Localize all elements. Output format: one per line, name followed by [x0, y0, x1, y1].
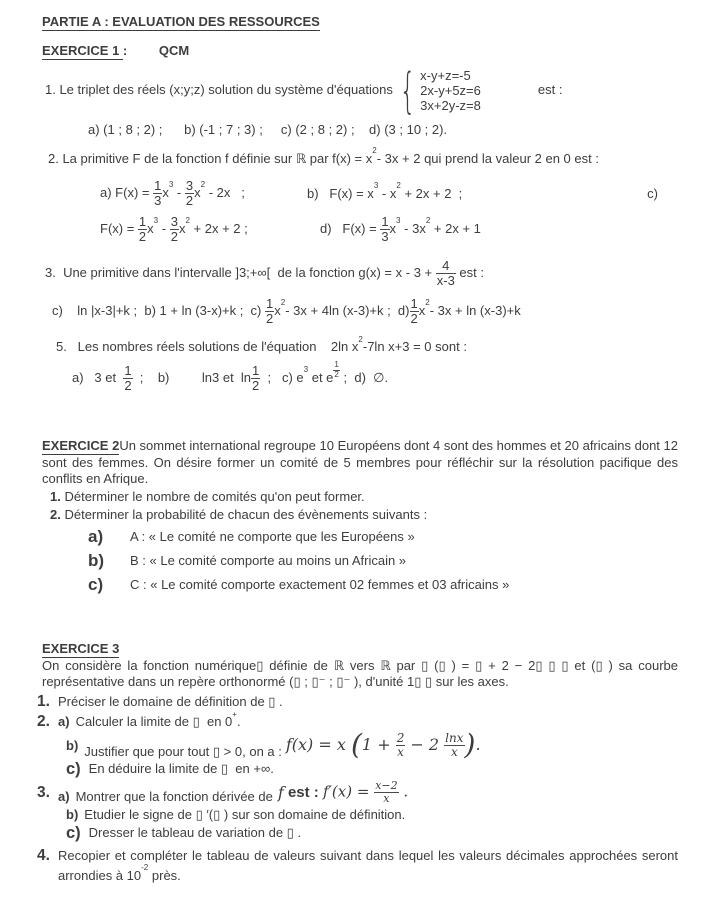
event-c-text: C : « Le comité comporte exactement 02 femmes et 03 africains » [130, 577, 510, 593]
question3-options: c) ln |x-3|+k ; b) 1 + ln (3-x)+k ; c) $\frac{1}{2}$ $x^2-$ 3x + 4ln (x-3)+k ; d) $\frac{1}{2}$ $x^2-$ 3x + ln (x-3)+k [52, 296, 521, 327]
exercise1-heading-line [42, 43, 678, 59]
question1-row [45, 61, 678, 119]
exercise2-intro-paragraph [42, 438, 678, 487]
question2-options-row2 [100, 215, 678, 244]
exercise2-item1-text: Déterminer le nombre de comités qu'on peut former. [64, 488, 365, 504]
exercise3-item1 [37, 694, 678, 710]
item2b-label: b) [66, 737, 79, 753]
system-line-2: 2x-y+5z=6 [420, 82, 481, 98]
event-c-label: c) [88, 575, 104, 595]
exercise3-item2c [66, 761, 678, 777]
question2-option-c-label: c) [647, 185, 658, 201]
item3-number: 3. [37, 783, 50, 801]
item4-text: Recopier et compléter le tableau de valeurs suivant dans lequel les valeurs décimales approchées seront arrondies à $10^{-2}$ près. [58, 847, 678, 883]
question2-option-b: b) $F(x) = x^3 - x^2 + 2x + 2$ ; [307, 180, 463, 201]
item2b-text: Justifier que pour tout ▯ > 0, on a : [84, 743, 282, 759]
system-line-3: 3x+2y-z=8 [420, 97, 481, 113]
exercise2-event-a [88, 526, 678, 549]
item2-number: 2. [37, 713, 50, 731]
item2a-text: Calculer la limite de ▯ en 0+. [75, 709, 241, 730]
item3b-label: b) [66, 806, 79, 822]
exercise3-item3b [66, 807, 678, 823]
item2b-formula: f(x) = x (1 + $\frac{2}{x}$ − 2 $\frac{\ln x}{x}$ ). [285, 728, 481, 762]
exercise3-intro: On considère la fonction numérique▯ définie de ℝ vers ℝ par ▯ (▯ ) = ▯ + 2 − 2▯ ▯ ▯ et (▯ ) sa courbe représentative dans un repère orthonormé (▯ ; ▯⁻ ; ▯⁻ ), d'unité 1▯ ▯ sur les axes. [42, 657, 678, 690]
exercise2-item1-number: 1. [50, 488, 61, 504]
event-b-label: b) [88, 551, 105, 571]
exercise3-item3a [37, 780, 678, 805]
item3a-text: Montrer que la fonction dérivée de [75, 788, 273, 804]
question2-text: 2. La primitive F de la fonction f définie sur ℝ par $f(x) = x^2-$ 3x + 2 qui prend la valeur 2 en 0 est : [48, 146, 599, 166]
question1-suffix: est : [537, 82, 563, 97]
exercise2-item2 [50, 507, 678, 523]
exercise1-title-colon: : [122, 43, 128, 58]
exercise2-item2-text: Déterminer la probabilité de chacun des évènements suivants : [64, 506, 428, 522]
system-line-1: x-y+z=-5 [420, 67, 471, 83]
question2-option-a: a) F(x) = $\frac{1}{3}$ $x^3$ - $\frac{3}{2}$ $x^2 - 2x$ ; [100, 178, 245, 209]
question2-options-row1 [100, 179, 678, 208]
item3c-text: Dresser le tableau de variation de ▯ . [88, 824, 302, 840]
item3a-f-symbol: f [277, 782, 284, 802]
part-title-line [42, 14, 678, 30]
exercise3-item3c [66, 825, 678, 841]
exercise2-item2-number: 2. [50, 506, 61, 522]
question1-options: a) (1 ; 8 ; 2) ; b) (-1 ; 7 ; 3) ; c) (2 ; 8 ; 2) ; d) (3 ; 10 ; 2). [88, 122, 448, 137]
item3a-formula: f′(x) = $\frac{x-2}{x}$ . [322, 779, 409, 806]
part-title: PARTIE A : EVALUATION DES RESSOURCES [42, 14, 320, 29]
event-a-label: a) [88, 527, 104, 547]
exercise1-title: EXERCICE 1 [42, 43, 123, 58]
exercise2-intro: Un sommet international regroupe 10 Européens dont 4 sont des hommes et 20 africains dont 12 sont des femmes. On désire former un comité de 5 membres pour réfléchir sur la résolution pacifique des conflits en Afrique. [42, 438, 678, 486]
item3a-est-text: est : [283, 783, 323, 801]
event-b-text: B : « Le comité comporte au moins un Africain » [130, 553, 407, 569]
equation-system [420, 68, 481, 113]
item2c-text: En déduire la limite de ▯ en +∞. [88, 761, 274, 777]
question3-text: 3. Une primitive dans l'intervalle ]3;+∞[ de la fonction g(x) = x - 3 + $\frac{4}{x-3}$ est : [45, 258, 484, 289]
system-brace: { [399, 61, 416, 119]
exercise2-item1 [50, 489, 678, 505]
item3c-label: c) [66, 823, 81, 842]
question5-options: a) 3 et $\frac{1}{2}$ ; b) ln3 et ln $\frac{1}{2}$ ; c) $e^3$ et e $^{\frac{1}{2}}$ ; d) ∅. [72, 360, 389, 394]
question5-text: 5. Les nombres réels solutions de l'équation 2ln $x^2-7\ln$ x+3 = 0 sont : [56, 334, 467, 355]
exercise2-event-b [88, 550, 678, 573]
event-a-text: A : « Le comité ne comporte que les Européens » [130, 529, 415, 545]
exercise3-item2b [66, 728, 678, 762]
item2c-label: c) [66, 760, 81, 779]
item3b-text: Etudier le signe de ▯ ′(▯ ) sur son domaine de définition. [84, 806, 406, 822]
item1-text: Préciser le domaine de définition de ▯ . [58, 694, 283, 710]
item4-number: 4. [37, 846, 50, 864]
question2-option-c-formula: F(x) = $\frac{1}{2}$ $x^3$ - $\frac{3}{2}$ $x^2 + 2x + 2$ ; [100, 214, 248, 245]
item3a-label: a) [58, 788, 70, 804]
question2-option-d: d) F(x) = $\frac{1}{3}$ $x^3 - 3x^2 + 2x + 1$ [320, 214, 481, 245]
exercise3-item4 [37, 846, 678, 886]
exercise3-title: EXERCICE 3 [42, 640, 120, 656]
item2a-label: a) [58, 714, 70, 730]
item1-number: 1. [37, 693, 50, 711]
question1-text: 1. Le triplet des réels (x;y;z) solution du système d'équations [45, 82, 393, 97]
exercise2-event-c [88, 574, 678, 597]
exercise3-heading-line [42, 641, 678, 657]
exercise2-title: EXERCICE 2 [42, 438, 120, 454]
exercise1-subtitle: QCM [158, 43, 190, 58]
